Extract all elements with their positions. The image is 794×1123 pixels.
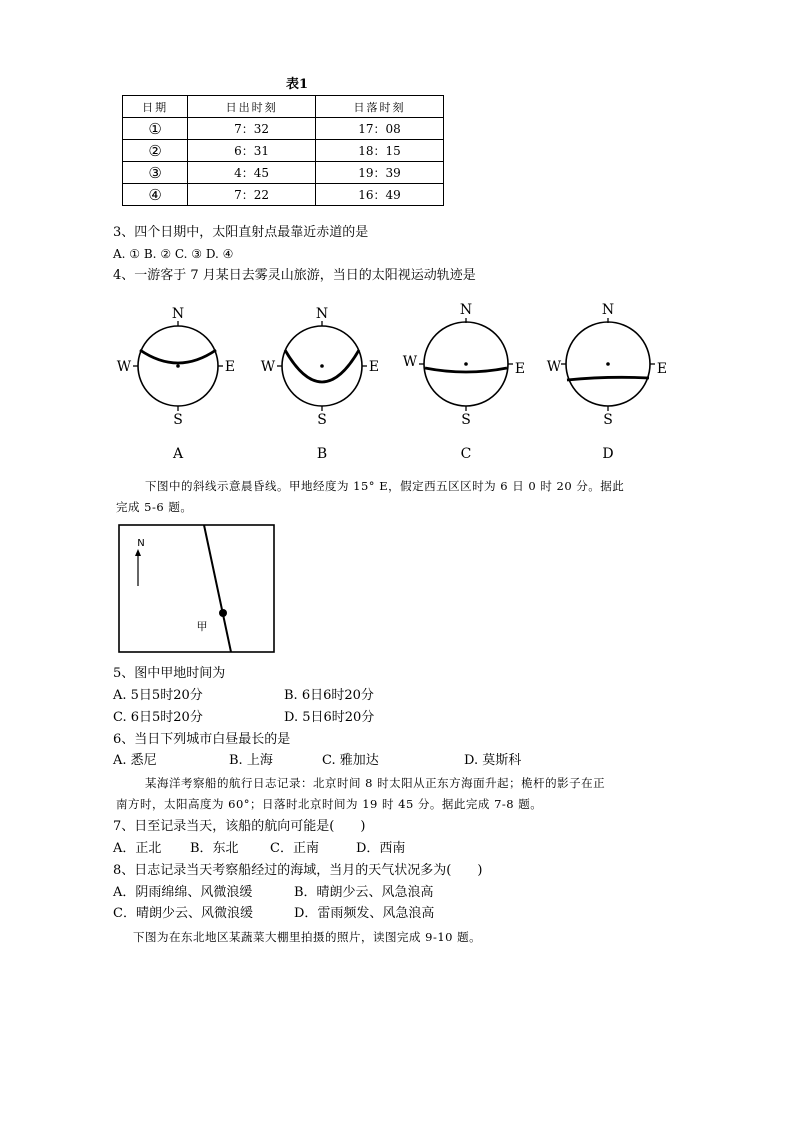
- intro-5-6-line2: 完成 5-6 题。: [116, 500, 193, 514]
- table-row: [123, 140, 444, 162]
- table-cell: 18：15: [316, 140, 444, 162]
- table-row: [123, 118, 444, 140]
- diagram-d-e: E: [656, 361, 668, 377]
- q7-option-d: D．西南: [356, 841, 406, 856]
- question-3-stem: 3、四个日期中，太阳直射点最靠近赤道的是: [113, 225, 369, 240]
- diagram-a: [117, 306, 235, 462]
- intro-5-6-line1: 下图中的斜线示意晨昏线。甲地经度为 15° E，假定西五区区时为 6 日 0 时 20 分。据此: [145, 479, 625, 493]
- table-caption: 表1: [286, 77, 309, 92]
- diagram-c-label: C: [460, 446, 472, 462]
- q8-option-d: D．雷雨频发、风急浪高: [294, 906, 435, 921]
- q5-option-c: C. 6日5时20分: [113, 710, 203, 725]
- diagram-c-n: N: [459, 302, 473, 318]
- diagram-a-label: A: [172, 446, 184, 462]
- diagram-d-label: D: [602, 446, 614, 462]
- table-row: [123, 162, 444, 184]
- question-5-stem: 5、图中甲地时间为: [113, 666, 226, 681]
- place-marker-icon: [219, 609, 227, 617]
- diagram-d-w: W: [546, 359, 562, 375]
- table-header-row: [123, 96, 444, 118]
- diagram-c-s: S: [461, 412, 471, 428]
- table-cell: 4：45: [188, 162, 316, 184]
- header-date: 日期: [123, 96, 188, 118]
- header-sunset: 日落时刻: [316, 96, 444, 118]
- q8-option-a: A．阴雨绵绵、风微浪缓: [113, 885, 253, 900]
- question-4-stem: 4、一游客于 7 月某日去雾灵山旅游，当日的太阳视运动轨迹是: [113, 268, 476, 283]
- diagram-c-w: W: [402, 354, 418, 370]
- q6-option-b: B. 上海: [229, 753, 273, 768]
- table-cell: ②: [123, 140, 188, 162]
- q5-option-b: B. 6日6时20分: [284, 688, 374, 703]
- diagram-d-s: S: [603, 412, 613, 428]
- diagram-a-n: N: [171, 306, 185, 322]
- terminator-map: [118, 524, 276, 654]
- sun-path-diagrams: [108, 300, 688, 470]
- table-cell: 6：31: [188, 140, 316, 162]
- table-cell: 17：08: [316, 118, 444, 140]
- question-8-stem: 8、日志记录当天考察船经过的海域，当月的天气状况多为( ): [113, 863, 483, 878]
- diagram-a-s: S: [173, 412, 183, 428]
- q7-option-c: C．正南: [270, 841, 319, 856]
- q5-option-d: D. 5日6时20分: [284, 710, 375, 725]
- question-6-stem: 6、当日下列城市白昼最长的是: [113, 732, 291, 747]
- diagram-a-e: E: [224, 359, 236, 375]
- question-3-options: A. ① B. ② C. ③ D. ④: [113, 247, 234, 261]
- table-cell: 7：22: [188, 184, 316, 206]
- q6-option-d: D. 莫斯科: [464, 753, 522, 768]
- diagram-d-n: N: [601, 302, 615, 318]
- question-7-stem: 7、日至记录当天，该船的航向可能是( ): [113, 819, 366, 834]
- intro-7-8-line2: 南方时，太阳高度为 60°；日落时北京时间为 19 时 45 分。据此完成 7-8 题。: [116, 797, 543, 811]
- diagram-b-label: B: [316, 446, 328, 462]
- table-cell: ①: [123, 118, 188, 140]
- diagram-b-s: S: [317, 412, 327, 428]
- header-sunrise: 日出时刻: [188, 96, 316, 118]
- diagram-b-n: N: [315, 306, 329, 322]
- q6-option-a: A. 悉尼: [113, 753, 157, 768]
- q5-option-a: A. 5日5时20分: [113, 688, 203, 703]
- q7-option-b: B．东北: [190, 841, 239, 856]
- diagram-c: [403, 302, 525, 462]
- q8-option-c: C．晴朗少云、风微浪缓: [113, 906, 253, 921]
- map-north-label: N: [137, 538, 145, 549]
- sunrise-sunset-table: [122, 95, 444, 206]
- q8-option-b: B．晴朗少云、风急浪高: [294, 885, 434, 900]
- table-cell: 16：49: [316, 184, 444, 206]
- diagram-b-w: W: [260, 359, 276, 375]
- table-row: [123, 184, 444, 206]
- diagram-b: [261, 306, 379, 462]
- diagram-c-e: E: [514, 361, 526, 377]
- q6-option-c: C. 雅加达: [322, 753, 379, 768]
- q7-option-a: A．正北: [113, 841, 162, 856]
- diagram-d: [547, 302, 667, 462]
- intro-7-8-line1: 某海洋考察船的航行日志记录：北京时间 8 时太阳从正东方海面升起；桅杆的影子在正: [145, 776, 606, 790]
- intro-9-10-line1: 下图为在东北地区某蔬菜大棚里拍摄的照片，读图完成 9-10 题。: [133, 930, 482, 944]
- table-cell: 19：39: [316, 162, 444, 184]
- map-place-label: 甲: [196, 620, 208, 633]
- table-cell: 7：32: [188, 118, 316, 140]
- table-cell: ③: [123, 162, 188, 184]
- diagram-a-w: W: [116, 359, 132, 375]
- table-cell: ④: [123, 184, 188, 206]
- diagram-b-e: E: [368, 359, 380, 375]
